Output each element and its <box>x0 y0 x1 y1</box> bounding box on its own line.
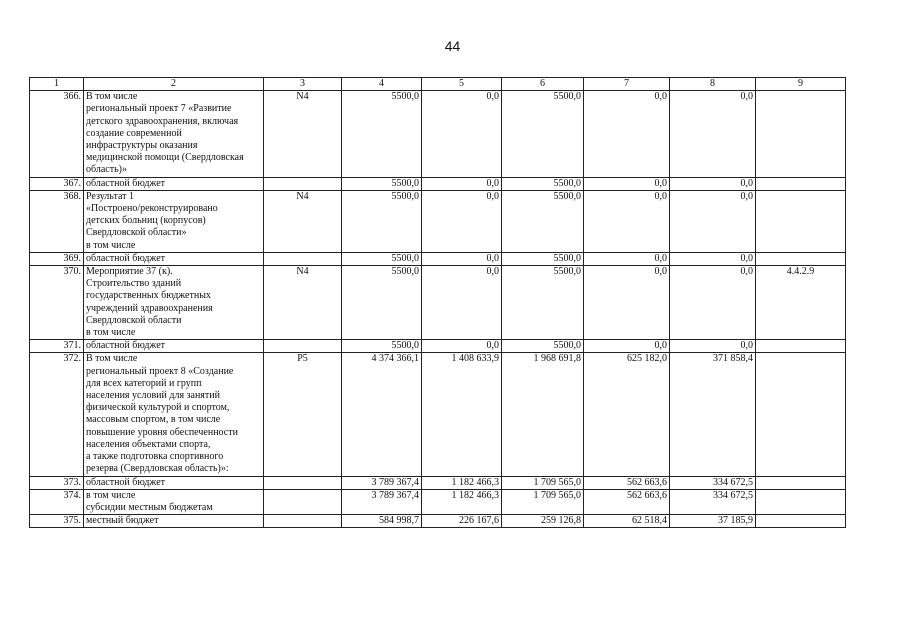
description-cell <box>84 91 264 177</box>
column-header: 9 <box>756 78 846 91</box>
value-cell-col4: 5500,0 <box>342 340 422 353</box>
value-cell-col8: 334 672,5 <box>670 489 756 514</box>
column-header: 5 <box>422 78 502 91</box>
description-line: населения объектами спорта, <box>86 438 211 450</box>
value-cell-col7: 562 663,6 <box>584 476 670 489</box>
description-line: региональный проект 8 «Создание <box>86 365 234 377</box>
value-cell-col8: 37 185,9 <box>670 515 756 528</box>
value-cell-col5: 1 182 466,3 <box>422 476 502 489</box>
value-cell-col4: 584 998,7 <box>342 515 422 528</box>
value-cell-col5: 1 182 466,3 <box>422 489 502 514</box>
description-cell <box>84 177 264 190</box>
description-line: «Построено/реконструировано <box>86 203 218 215</box>
column-header: 1 <box>30 78 84 91</box>
description-line: Свердловской области» <box>86 227 187 239</box>
value-cell-col5: 226 167,6 <box>422 515 502 528</box>
value-cell-col8: 0,0 <box>670 252 756 265</box>
value-cell-col6: 5500,0 <box>502 340 584 353</box>
reference-cell <box>756 252 846 265</box>
row-number-cell: 373. <box>30 476 84 489</box>
description-line: Результат 1 <box>86 190 135 202</box>
value-cell-col7: 625 182,0 <box>584 353 670 476</box>
row-number-cell: 367. <box>30 177 84 190</box>
description-line: медицинской помощи (Свердловская <box>86 152 244 164</box>
value-cell-col7: 0,0 <box>584 340 670 353</box>
description-line: учреждений здравоохранения <box>86 302 213 314</box>
description-line: для всех категорий и групп <box>86 377 202 389</box>
table-row <box>30 340 846 353</box>
code-cell: P5 <box>264 353 342 476</box>
description-line: Свердловской области <box>86 314 182 326</box>
description-cell <box>84 353 264 476</box>
reference-cell <box>756 353 846 476</box>
value-cell-col8: 371 858,4 <box>670 353 756 476</box>
row-number-cell: 368. <box>30 190 84 252</box>
description-cell <box>84 252 264 265</box>
reference-cell <box>756 489 846 514</box>
description-line: повышение уровня обеспеченности <box>86 426 238 438</box>
row-number-cell: 374. <box>30 489 84 514</box>
value-cell-col7: 0,0 <box>584 266 670 340</box>
table-row <box>30 266 846 340</box>
code-cell <box>264 340 342 353</box>
value-cell-col5: 0,0 <box>422 266 502 340</box>
column-header: 3 <box>264 78 342 91</box>
description-line: населения условий для занятий <box>86 390 220 402</box>
column-header: 8 <box>670 78 756 91</box>
value-cell-col5: 0,0 <box>422 91 502 177</box>
value-cell-col4: 5500,0 <box>342 177 422 190</box>
description-line: Мероприятие 37 (к). <box>86 266 173 278</box>
column-header: 2 <box>84 78 264 91</box>
description-line: местный бюджет <box>86 515 159 527</box>
reference-cell: 4.4.2.9 <box>756 266 846 340</box>
value-cell-col6: 1 709 565,0 <box>502 489 584 514</box>
description-line: массовым спортом, в том числе <box>86 414 221 426</box>
table-row <box>30 91 846 177</box>
value-cell-col8: 0,0 <box>670 266 756 340</box>
header-row <box>30 78 846 91</box>
code-cell <box>264 515 342 528</box>
value-cell-col4: 5500,0 <box>342 190 422 252</box>
row-number-cell: 372. <box>30 353 84 476</box>
value-cell-col4: 5500,0 <box>342 266 422 340</box>
value-cell-col6: 259 126,8 <box>502 515 584 528</box>
reference-cell <box>756 476 846 489</box>
column-header: 4 <box>342 78 422 91</box>
table-row <box>30 476 846 489</box>
description-line: В том числе <box>86 91 138 103</box>
description-line: детских больниц (корпусов) <box>86 215 206 227</box>
description-line: инфраструктуры оказания <box>86 140 198 152</box>
description-cell <box>84 340 264 353</box>
table-row <box>30 252 846 265</box>
reference-cell <box>756 177 846 190</box>
description-line: областной бюджет <box>86 476 166 488</box>
value-cell-col6: 5500,0 <box>502 91 584 177</box>
value-cell-col7: 0,0 <box>584 177 670 190</box>
description-line: физической культурой и спортом, <box>86 402 230 414</box>
description-cell <box>84 190 264 252</box>
value-cell-col4: 4 374 366,1 <box>342 353 422 476</box>
description-line: в том числе <box>86 489 136 501</box>
code-cell <box>264 177 342 190</box>
value-cell-col8: 0,0 <box>670 177 756 190</box>
value-cell-col8: 0,0 <box>670 340 756 353</box>
value-cell-col5: 1 408 633,9 <box>422 353 502 476</box>
table-row <box>30 177 846 190</box>
description-line: региональный проект 7 «Развитие <box>86 103 232 115</box>
column-header: 6 <box>502 78 584 91</box>
description-line: областной бюджет <box>86 340 166 352</box>
description-line: область)» <box>86 164 127 176</box>
row-number-cell: 369. <box>30 252 84 265</box>
value-cell-col6: 5500,0 <box>502 252 584 265</box>
value-cell-col7: 562 663,6 <box>584 489 670 514</box>
code-cell: N4 <box>264 91 342 177</box>
code-cell: N4 <box>264 266 342 340</box>
description-cell <box>84 266 264 340</box>
row-number-cell: 370. <box>30 266 84 340</box>
value-cell-col6: 1 709 565,0 <box>502 476 584 489</box>
code-cell <box>264 252 342 265</box>
code-cell <box>264 489 342 514</box>
code-cell: N4 <box>264 190 342 252</box>
description-line: областной бюджет <box>86 177 166 189</box>
description-line: в том числе <box>86 239 136 251</box>
value-cell-col6: 1 968 691,8 <box>502 353 584 476</box>
description-cell <box>84 489 264 514</box>
reference-cell <box>756 340 846 353</box>
description-line: областной бюджет <box>86 252 166 264</box>
description-line: резерва (Свердловская область)»: <box>86 463 229 475</box>
description-line: детского здравоохранения, включая <box>86 115 239 127</box>
description-cell <box>84 515 264 528</box>
value-cell-col4: 5500,0 <box>342 252 422 265</box>
value-cell-col5: 0,0 <box>422 252 502 265</box>
table-body <box>30 91 846 528</box>
value-cell-col8: 0,0 <box>670 91 756 177</box>
value-cell-col6: 5500,0 <box>502 190 584 252</box>
code-cell <box>264 476 342 489</box>
table-row <box>30 190 846 252</box>
description-line: государственных бюджетных <box>86 290 211 302</box>
row-number-cell: 371. <box>30 340 84 353</box>
description-cell <box>84 476 264 489</box>
value-cell-col7: 0,0 <box>584 190 670 252</box>
description-line: В том числе <box>86 353 138 365</box>
page-number: 44 <box>444 38 461 54</box>
reference-cell <box>756 91 846 177</box>
value-cell-col7: 0,0 <box>584 91 670 177</box>
description-line: в том числе <box>86 327 136 339</box>
reference-cell <box>756 190 846 252</box>
budget-table <box>29 77 846 528</box>
column-header: 7 <box>584 78 670 91</box>
description-line: Строительство зданий <box>86 278 182 290</box>
value-cell-col8: 0,0 <box>670 190 756 252</box>
table-row <box>30 353 846 476</box>
row-number-cell: 366. <box>30 91 84 177</box>
table-row <box>30 489 846 514</box>
row-number-cell: 375. <box>30 515 84 528</box>
value-cell-col5: 0,0 <box>422 177 502 190</box>
value-cell-col5: 0,0 <box>422 190 502 252</box>
value-cell-col4: 5500,0 <box>342 91 422 177</box>
value-cell-col6: 5500,0 <box>502 177 584 190</box>
value-cell-col7: 0,0 <box>584 252 670 265</box>
description-line: создание современной <box>86 127 182 139</box>
value-cell-col7: 62 518,4 <box>584 515 670 528</box>
reference-cell <box>756 515 846 528</box>
value-cell-col5: 0,0 <box>422 340 502 353</box>
description-line: субсидии местным бюджетам <box>86 501 213 513</box>
value-cell-col6: 5500,0 <box>502 266 584 340</box>
table-row <box>30 515 846 528</box>
value-cell-col4: 3 789 367,4 <box>342 476 422 489</box>
value-cell-col4: 3 789 367,4 <box>342 489 422 514</box>
value-cell-col8: 334 672,5 <box>670 476 756 489</box>
description-line: а также подготовка спортивного <box>86 451 224 463</box>
